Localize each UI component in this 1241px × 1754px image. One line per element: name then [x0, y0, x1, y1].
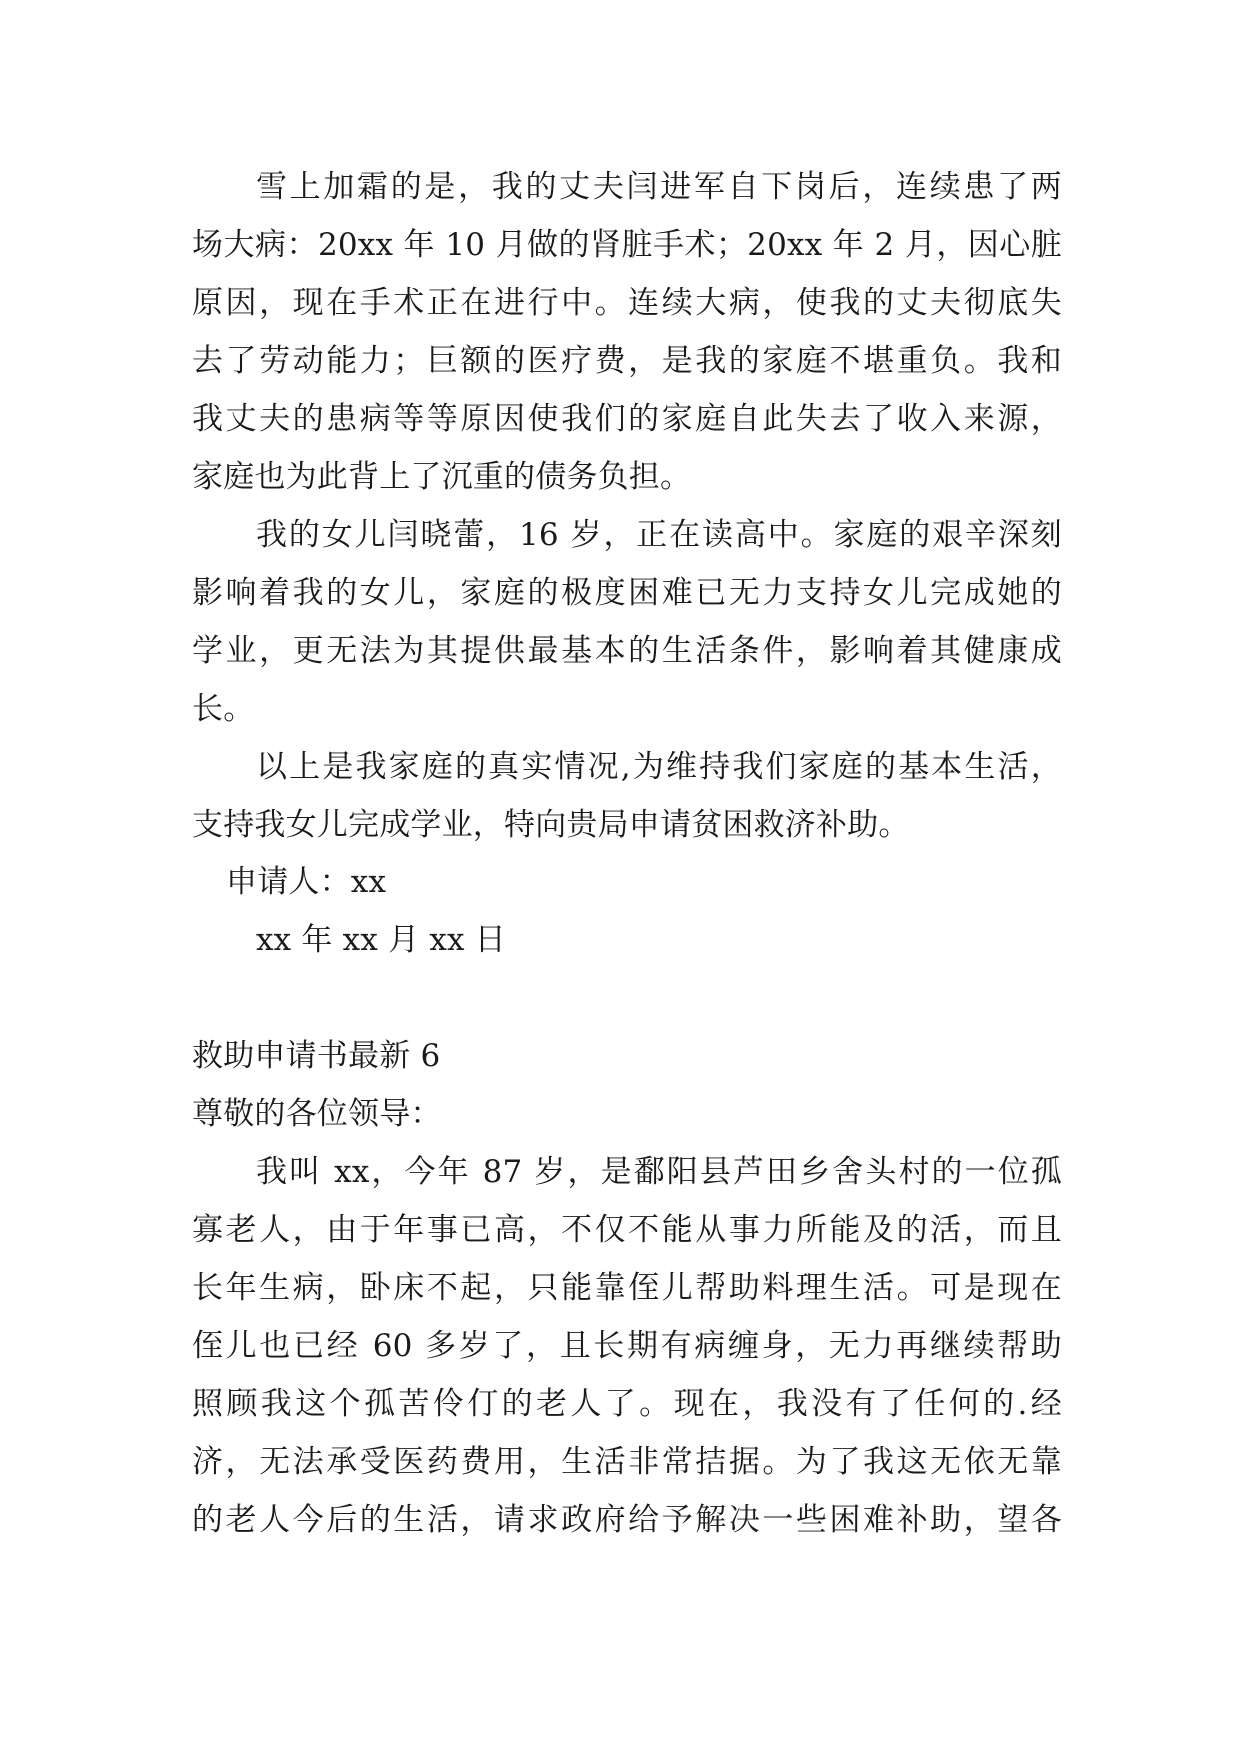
- paragraph-line: 影响着我的女儿，家庭的极度困难已无力支持女儿完成她的: [192, 575, 1062, 611]
- applicant-signature: 申请人：xx: [226, 864, 387, 900]
- paragraph-line: 雪上加霜的是，我的丈夫闫进军自下岗后，连续患了两: [256, 169, 1062, 205]
- paragraph-line: 支持我女儿完成学业，特向贵局申请贫困救济补助。: [192, 807, 910, 843]
- paragraph-line: 照顾我这个孤苦伶仃的老人了。现在，我没有了任何的.经: [192, 1386, 1062, 1422]
- paragraph-line: 我丈夫的患病等等原因使我们的家庭自此失去了收入来源，: [192, 401, 1062, 437]
- paragraph-line: 场大病：20xx 年 10 月做的肾脏手术；20xx 年 2 月，因心脏: [192, 227, 1062, 263]
- section-title: 救助申请书最新 6: [192, 1038, 441, 1074]
- paragraph-line: 的老人今后的生活，请求政府给予解决一些困难补助，望各: [192, 1502, 1062, 1538]
- paragraph-line: 长年生病，卧床不起，只能靠侄儿帮助料理生活。可是现在: [192, 1270, 1062, 1306]
- paragraph-line: 原因，现在手术正在进行中。连续大病，使我的丈夫彻底失: [192, 285, 1062, 321]
- paragraph-line: 我叫 xx，今年 87 岁，是鄱阳县芦田乡舍头村的一位孤: [256, 1154, 1062, 1190]
- paragraph-line: 长。: [192, 691, 255, 727]
- paragraph-line: 去了劳动能力；巨额的医疗费，是我的家庭不堪重负。我和: [192, 343, 1062, 379]
- paragraph-line: 以上是我家庭的真实情况,为维持我们家庭的基本生活，: [256, 749, 1062, 785]
- signature-date: xx 年 xx 月 xx 日: [256, 922, 506, 958]
- paragraph-line: 我的女儿闫晓蕾，16 岁，正在读高中。家庭的艰辛深刻: [256, 517, 1062, 553]
- paragraph-line: 侄儿也已经 60 多岁了，且长期有病缠身，无力再继续帮助: [192, 1328, 1062, 1364]
- paragraph-line: 寡老人，由于年事已高，不仅不能从事力所能及的活，而且: [192, 1212, 1062, 1248]
- paragraph-line: 家庭也为此背上了沉重的债务负担。: [192, 459, 692, 495]
- paragraph-line: 学业，更无法为其提供最基本的生活条件，影响着其健康成: [192, 633, 1062, 669]
- salutation: 尊敬的各位领导：: [192, 1096, 442, 1132]
- paragraph-line: 济，无法承受医药费用，生活非常拮据。为了我这无依无靠: [192, 1444, 1062, 1480]
